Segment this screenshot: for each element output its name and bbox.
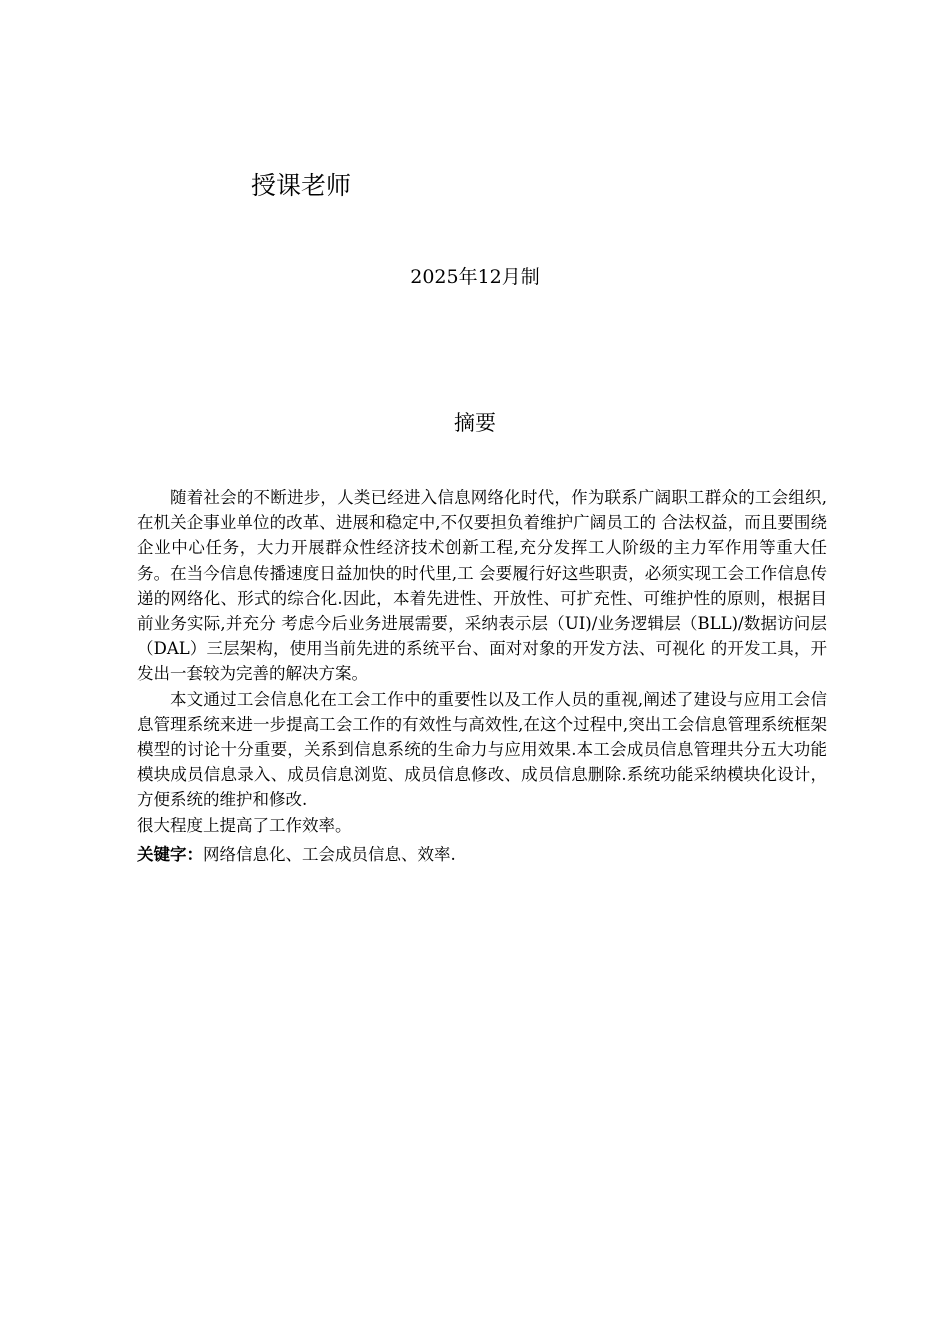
keywords-line <box>137 842 827 867</box>
keywords-text: 网络信息化、工会成员信息、效率. <box>203 844 456 864</box>
teacher-label: 授课老师 <box>251 171 352 200</box>
abstract-paragraph-1: 随着社会的不断进步，人类已经进入信息网络化时代，作为联系广阔职工群众的工会组织,在机关企事业单位的改革、进展和稳定中,不仅要担负着维护广阔员工的 合法权益，而且要围绕企业中心任务，大力开展群众性经济技术创新工程,充分发挥工人阶级的主力军作用等重大任务。在当今信息传播速度日益加快的时代里,工 会要履行好这些职责，必须实现工会工作信息传递的网络化、形式的综合化.因此，本着先进性、开放性、可扩充性、可维护性的原则，根据目前业务实际,并充分 考虑今后业务进展需要，采纳表示层（UI)/业务逻辑层（BLL)/数据访问层（DAL）三层架构，使用当前先进的系统平台、面对对象的开发方法、可视化 的开发工具，开发出一套较为完善的解决方案。 <box>137 488 827 684</box>
abstract-paragraph-2: 本文通过工会信息化在工会工作中的重要性以及工作人员的重视,阐述了建设与应用工会信息管理系统来进一步提高工会工作的有效性与高效性,在这个过程中,突出工会信息管理系统框架模型的讨论十分重要，关系到信息系统的生命力与应用效果.本工会成员信息管理共分五大功能模块成员信息录入、成员信息浏览、成员信息修改、成员信息删除.系统功能采纳模块化设计，方便系统的维护和修改. <box>137 689 827 810</box>
date-line: 2025年12月制 <box>410 266 540 288</box>
keywords-label: 关键字： <box>137 844 203 864</box>
abstract-body <box>137 485 827 867</box>
abstract-paragraph-3: 很大程度上提高了工作效率。 <box>137 815 352 835</box>
abstract-title: 摘要 <box>454 411 496 435</box>
